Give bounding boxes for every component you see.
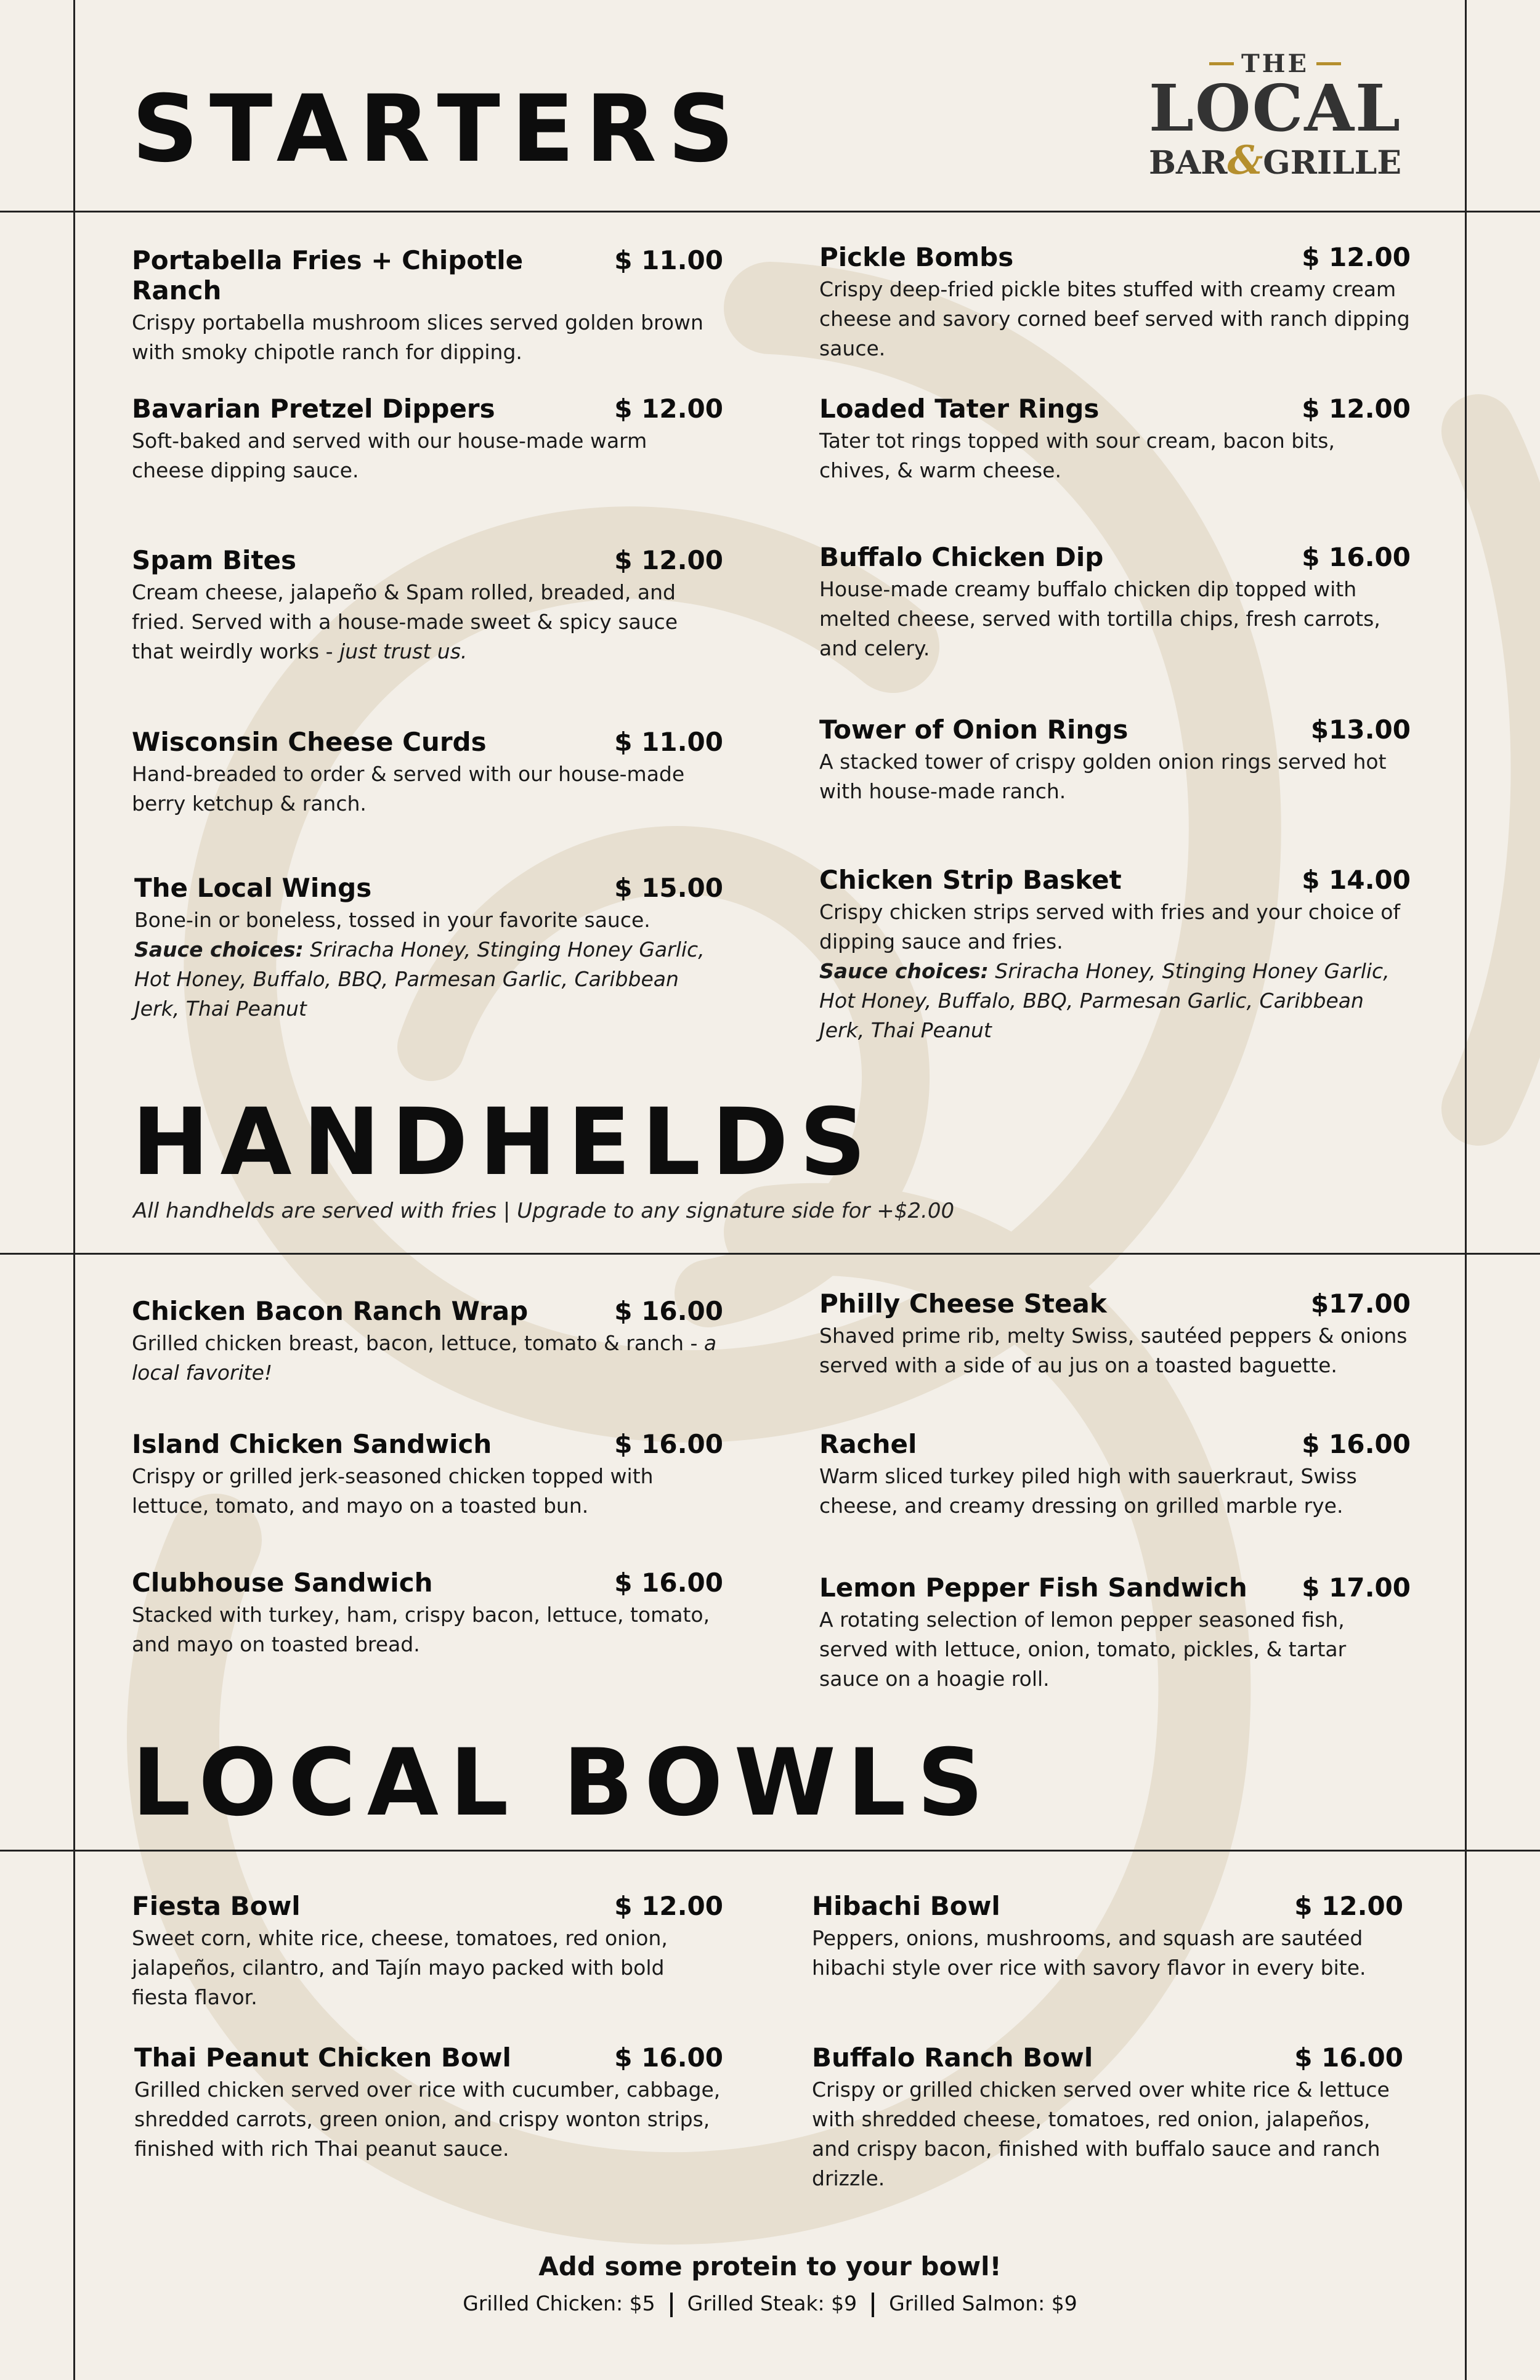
item-name: Wisconsin Cheese Curds	[132, 727, 487, 757]
menu-item	[132, 1429, 723, 1521]
protein-option: Grilled Salmon: $9	[889, 2291, 1077, 2315]
item-description: Cream cheese, jalapeño & Spam rolled, breaded, and fried. Served with a house-made sweet & spicy sauce that weirdly works - just trust us.	[132, 580, 678, 663]
option-separator	[872, 2293, 874, 2317]
item-description: Bone-in or boneless, tossed in your favorite sauce.	[134, 908, 650, 932]
item-price: $ 12.00	[614, 394, 723, 424]
item-description: Peppers, onions, mushrooms, and squash are sautéed hibachi style over rice with savory flavor in every bite.	[812, 1926, 1366, 1980]
protein-addon-title: Add some protein to your bowl!	[538, 2251, 1002, 2281]
menu-item	[812, 1891, 1403, 1983]
menu-item	[819, 714, 1411, 806]
item-price: $ 12.00	[1302, 394, 1411, 424]
item-name: Clubhouse Sandwich	[132, 1568, 433, 1598]
item-description: Sweet corn, white rice, cheese, tomatoes, red onion, jalapeños, cilantro, and Tajín mayo packed with bold fiesta flavor.	[132, 1926, 668, 2009]
item-description: Stacked with turkey, ham, crispy bacon, lettuce, tomato, and mayo on toasted bread.	[132, 1603, 710, 1656]
menu-item	[132, 1891, 723, 2012]
item-name: Tower of Onion Rings	[819, 714, 1129, 745]
item-price: $ 11.00	[614, 727, 723, 757]
item-price: $ 11.00	[614, 245, 723, 275]
item-description: Soft-baked and served with our house-made warm cheese dipping sauce.	[132, 429, 647, 482]
protein-option: Grilled Chicken: $5	[463, 2291, 655, 2315]
handhelds-note: All handhelds are served with fries | Upgrade to any signature side for +$2.00	[133, 1199, 955, 1223]
item-name: Lemon Pepper Fish Sandwich	[819, 1572, 1247, 1603]
frame-line-left	[73, 0, 75, 2380]
item-price: $ 16.00	[614, 1429, 723, 1459]
item-description: Crispy or grilled jerk-seasoned chicken topped with lettuce, tomato, and mayo on a toasted bun.	[132, 1464, 654, 1518]
item-name: Loaded Tater Rings	[819, 394, 1100, 424]
menu-item	[819, 394, 1411, 485]
item-description: Grilled chicken breast, bacon, lettuce, tomato & ranch - a local favorite!	[132, 1331, 717, 1385]
menu-item	[812, 2042, 1403, 2193]
menu-item	[819, 865, 1411, 1045]
item-description: A rotating selection of lemon pepper seasoned fish, served with lettuce, onion, tomato, pickles, & tartar sauce on a hoagie roll.	[819, 1608, 1347, 1691]
item-name: Philly Cheese Steak	[819, 1289, 1107, 1319]
item-description: Shaved prime rib, melty Swiss, sautéed peppers & onions served with a side of au jus on a toasted baguette.	[819, 1324, 1408, 1377]
item-price: $ 12.00	[1302, 242, 1411, 272]
menu-item	[132, 545, 723, 666]
sauce-choices: Sauce choices: Sriracha Honey, Stinging Honey Garlic, Hot Honey, Buffalo, BBQ, Parmesan Garlic, Caribbean Jerk, Thai Peanut	[134, 937, 705, 1021]
item-price: $ 14.00	[1302, 865, 1411, 895]
item-name: Thai Peanut Chicken Bowl	[134, 2042, 511, 2073]
menu-item	[134, 2042, 723, 2164]
menu-item	[132, 727, 723, 819]
menu-item	[819, 1572, 1411, 1694]
menu-item	[132, 1296, 723, 1388]
item-name: Rachel	[819, 1429, 917, 1459]
item-description: Crispy deep-fried pickle bites stuffed with creamy cream cheese and savory corned beef served with ranch dipping sauce.	[819, 277, 1410, 360]
item-price: $ 12.00	[614, 545, 723, 575]
item-name: Fiesta Bowl	[132, 1891, 301, 1921]
item-description: Crispy chicken strips served with fries and your choice of dipping sauce and fries.	[819, 900, 1401, 953]
item-description: Crispy or grilled chicken served over white rice & lettuce with shredded cheese, tomatoes, red onion, jalapeños, and crispy bacon, finished with buffalo sauce and ranch drizzle.	[812, 2078, 1390, 2190]
item-price: $ 12.00	[614, 1891, 723, 1921]
item-name: Bavarian Pretzel Dippers	[132, 394, 495, 424]
item-name: Chicken Bacon Ranch Wrap	[132, 1296, 529, 1326]
item-name: Chicken Strip Basket	[819, 865, 1122, 895]
item-description: Warm sliced turkey piled high with sauerkraut, Swiss cheese, and creamy dressing on grilled marble rye.	[819, 1464, 1357, 1518]
item-price: $ 15.00	[614, 873, 723, 903]
menu-item	[819, 542, 1411, 663]
item-price: $13.00	[1310, 714, 1411, 745]
item-name: Buffalo Chicken Dip	[819, 542, 1104, 572]
protein-option: Grilled Steak: $9	[687, 2291, 857, 2315]
item-description: Grilled chicken served over rice with cucumber, cabbage, shredded carrots, green onion, and crispy wonton strips, finished with rich Thai peanut sauce.	[134, 2078, 721, 2161]
protein-addon-options	[0, 2291, 1540, 2317]
handhelds-title: HANDHELDS	[132, 1089, 877, 1196]
item-name: Portabella Fries + Chipotle Ranch	[132, 245, 524, 306]
item-price: $ 12.00	[1294, 1891, 1403, 1921]
item-price: $ 16.00	[614, 1568, 723, 1598]
item-description: House-made creamy buffalo chicken dip topped with melted cheese, served with tortilla chips, fresh carrots, and celery.	[819, 577, 1380, 660]
menu-item	[819, 242, 1411, 363]
starters-title: STARTERS	[132, 76, 745, 183]
divider-handhelds	[0, 1253, 1540, 1255]
item-description: Hand-breaded to order & served with our house-made berry ketchup & ranch.	[132, 762, 685, 816]
item-description: Crispy portabella mushroom slices served golden brown with smoky chipotle ranch for dipping.	[132, 310, 703, 364]
item-name: Buffalo Ranch Bowl	[812, 2042, 1093, 2073]
menu-item	[819, 1289, 1411, 1380]
bowls-title: LOCAL BOWLS	[132, 1730, 995, 1837]
item-name: Pickle Bombs	[819, 242, 1014, 272]
menu-item	[819, 1429, 1411, 1521]
item-price: $ 16.00	[1302, 1429, 1411, 1459]
item-price: $ 17.00	[1302, 1572, 1411, 1603]
item-name: Hibachi Bowl	[812, 1891, 1000, 1921]
option-separator	[670, 2293, 673, 2317]
menu-item	[132, 1568, 723, 1659]
divider-bowls	[0, 1850, 1540, 1852]
item-description: Tater tot rings topped with sour cream, bacon bits, chives, & warm cheese.	[819, 429, 1335, 482]
item-price: $ 16.00	[1294, 2042, 1403, 2073]
menu-item	[132, 245, 723, 367]
frame-line-right	[1465, 0, 1467, 2380]
item-description: A stacked tower of crispy golden onion rings served hot with house-made ranch.	[819, 750, 1387, 803]
item-name: Island Chicken Sandwich	[132, 1429, 492, 1459]
menu-item	[134, 873, 723, 1024]
menu-item	[132, 394, 723, 485]
brand-logo: THE LOCAL BAR&GRILLE	[1148, 49, 1402, 184]
sauce-choices: Sauce choices: Sriracha Honey, Stinging Honey Garlic, Hot Honey, Buffalo, BBQ, Parmesan Garlic, Caribbean Jerk, Thai Peanut	[819, 959, 1390, 1042]
item-name: Spam Bites	[132, 545, 297, 575]
item-price: $ 16.00	[614, 2042, 723, 2073]
item-name: The Local Wings	[134, 873, 372, 903]
divider-starters	[0, 211, 1540, 212]
item-price: $ 16.00	[1302, 542, 1411, 572]
item-price: $17.00	[1310, 1289, 1411, 1319]
item-price: $ 16.00	[614, 1296, 723, 1326]
